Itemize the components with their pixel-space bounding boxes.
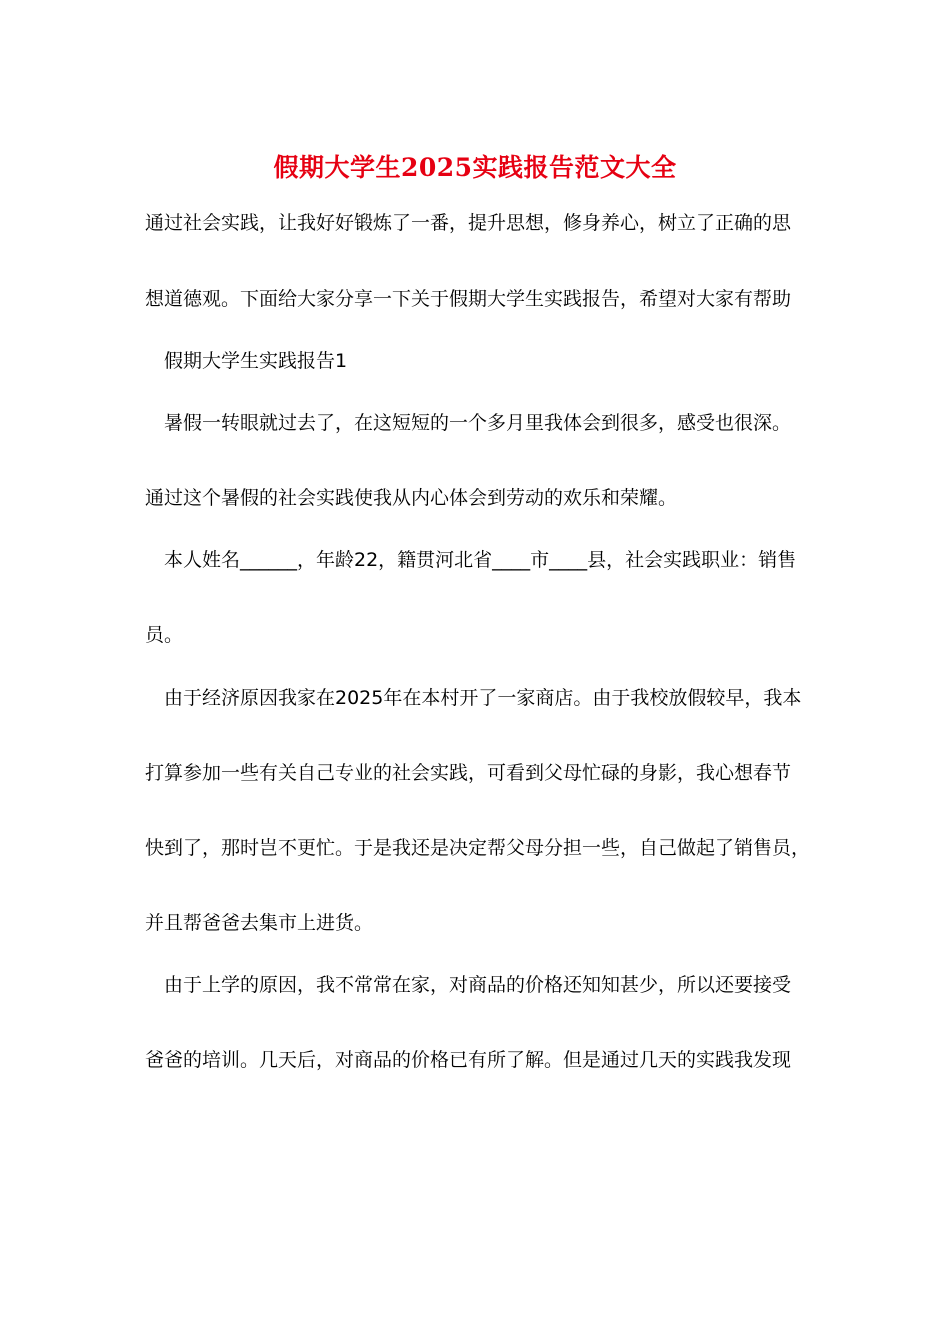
paragraph-line: 爸爸的培训。几天后，对商品的价格已有所了解。但是通过几天的实践我发现 [145,1049,792,1071]
paragraph-line: 由于经济原因我家在2025年在本村开了一家商店。由于我校放假较早，我本 [164,687,802,709]
paragraph-line: 暑假一转眼就过去了，在这短短的一个多月里我体会到很多，感受也很深。 [164,412,792,434]
document-title: 假期大学生2025实践报告范文大全 [273,153,677,182]
paragraph-line: 并且帮爸爸去集市上进货。 [145,912,374,934]
paragraph-line: 由于上学的原因，我不常常在家，对商品的价格还知知甚少，所以还要接受 [164,974,792,996]
paragraph-line: 通过社会实践，让我好好锻炼了一番，提升思想，修身养心，树立了正确的思 [145,212,792,234]
paragraph-line: 员。 [145,624,184,646]
paragraph-line: 打算参加一些有关自己专业的社会实践，可看到父母忙碌的身影，我心想春节 [145,762,792,784]
paragraph-line: 想道德观。下面给大家分享一下关于假期大学生实践报告，希望对大家有帮助 [145,288,792,310]
paragraph-line: 本人姓名______，年龄22，籍贯河北省____市____县，社会实践职业：销售 [164,549,797,571]
paragraph-line: 快到了，那时岂不更忙。于是我还是决定帮父母分担一些，自己做起了销售员， [145,837,811,859]
section-heading: 假期大学生实践报告1 [164,350,348,372]
paragraph-line: 通过这个暑假的社会实践使我从内心体会到劳动的欢乐和荣耀。 [145,487,678,509]
